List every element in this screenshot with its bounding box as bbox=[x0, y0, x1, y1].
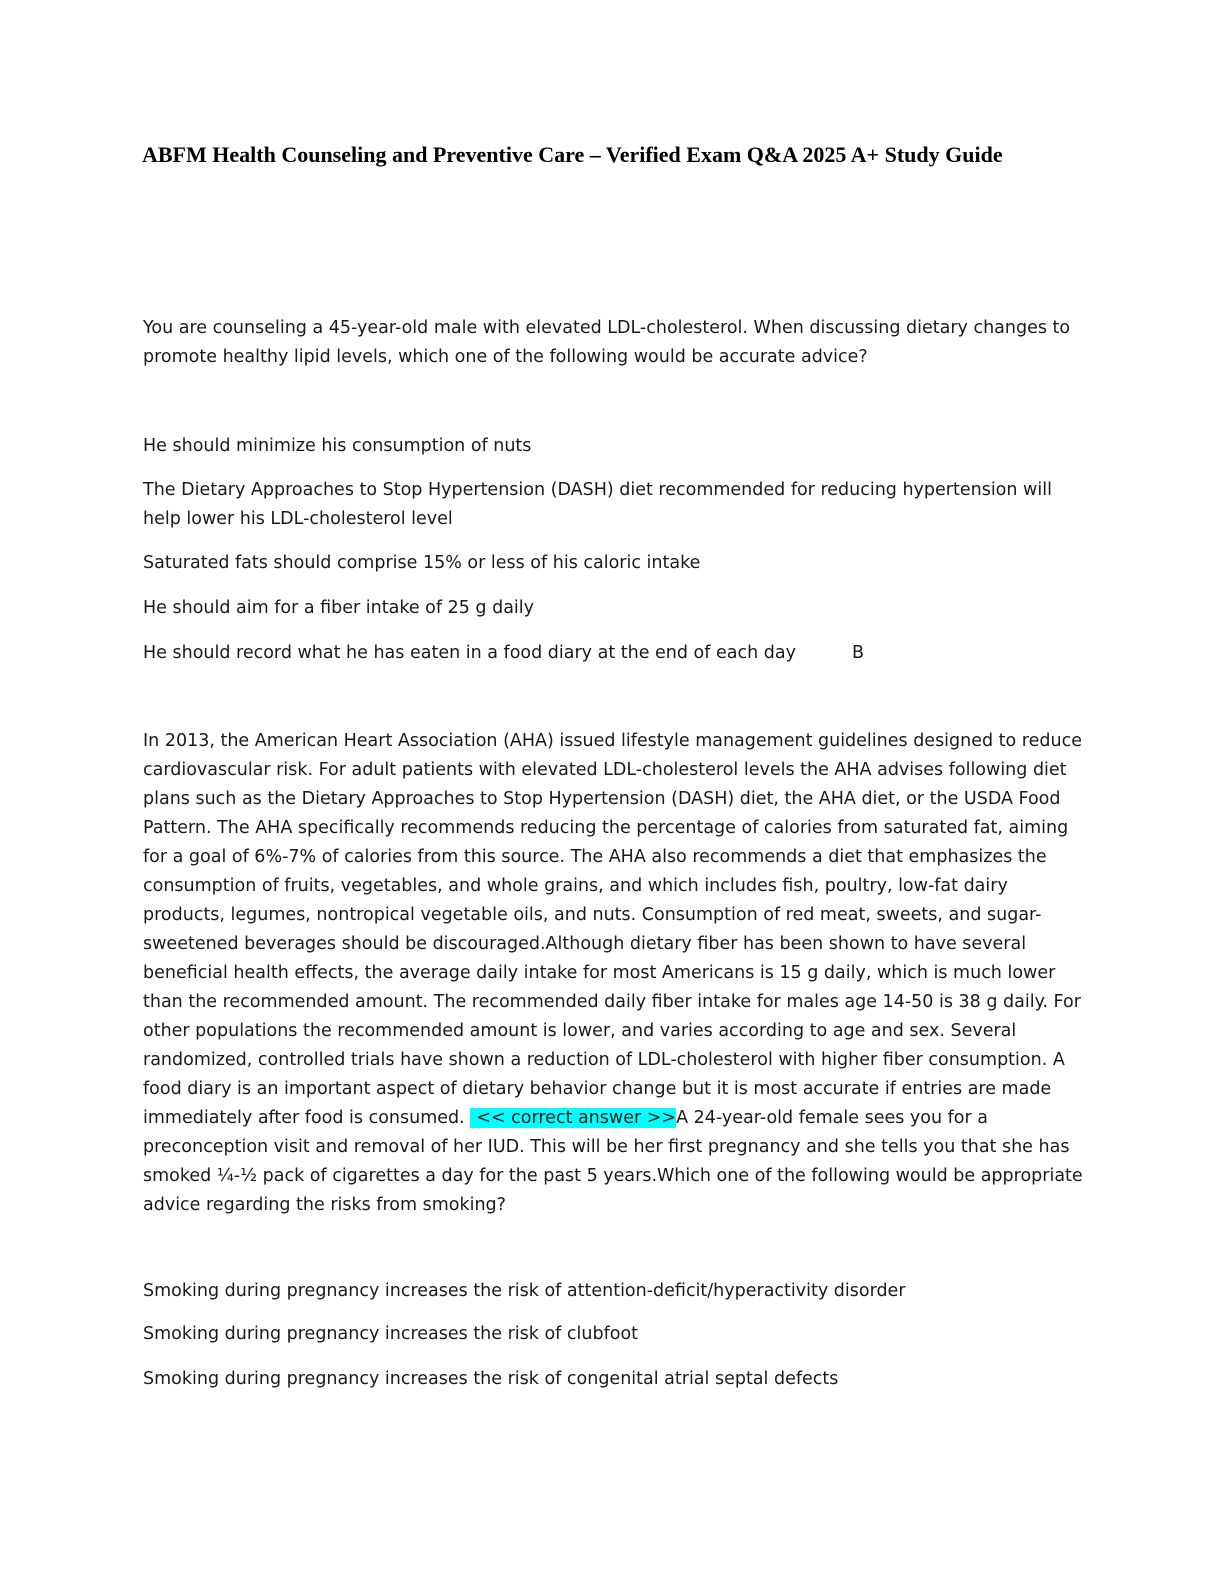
question-2-option-c: Smoking during pregnancy increases the risk of congenital atrial septal defects bbox=[143, 1369, 839, 1389]
question-1-option-c: Saturated fats should comprise 15% or less of his caloric intake bbox=[143, 553, 701, 573]
explanation-paragraph bbox=[143, 727, 1083, 1220]
question-1-option-b: The Dietary Approaches to Stop Hypertension (DASH) diet recommended for reducing hypertension will help lower his LDL-cholesterol level bbox=[143, 480, 1052, 529]
explanation-1: In 2013, the American Heart Association (AHA) issued lifestyle management guidelines designed to reduce cardiovascular risk. For adult patients with elevated LDL-cholesterol levels the AHA advises following diet plans such as the Dietary Approaches to Stop Hypertension (DASH) diet, the AHA diet, or the USDA Food Pattern. The AHA specifically recommends reducing the percentage of calories from saturated fat, aiming for a goal of 6%-7% of calories from this source. The AHA also recommends a diet that emphasizes the consumption of fruits, vegetables, and whole grains, and which includes fish, poultry, low-fat dairy products, legumes, nontropical vegetable oils, and nuts. Consumption of red meat, sweets, and sugar-sweetened beverages should be discouraged.Although dietary fiber has been shown to have several beneficial health effects, the average daily intake for most Americans is 15 g daily, which is much lower than the recommended amount. The recommended daily fiber intake for males age 14-50 is 38 g daily. For other populations the recommended amount is lower, and varies according to age and sex. Several randomized, controlled trials have shown a reduction of LDL-cholesterol with higher fiber consumption. A food diary is an important aspect of dietary behavior change but it is most accurate if entries are made immediately after food is consumed. bbox=[143, 731, 1082, 1128]
question-1-stem: You are counseling a 45-year-old male with elevated LDL-cholesterol. When discussing dietary changes to promote healthy lipid levels, which one of the following would be accurate advice? bbox=[143, 318, 1071, 367]
question-1-option-a: He should minimize his consumption of nuts bbox=[143, 436, 532, 456]
question-2-option-b: Smoking during pregnancy increases the risk of clubfoot bbox=[143, 1324, 639, 1344]
question-1-option-e-line bbox=[143, 639, 1083, 668]
question-1-option-e: He should record what he has eaten in a food diary at the end of each day bbox=[143, 643, 796, 663]
answer-key: B bbox=[851, 643, 864, 663]
question-2-option-a: Smoking during pregnancy increases the risk of attention-deficit/hyperactivity disorder bbox=[143, 1281, 906, 1301]
question-1-option-d: He should aim for a fiber intake of 25 g daily bbox=[143, 598, 535, 618]
question-2-stem: A 24-year-old female sees you for a preconception visit and removal of her IUD. This will be her first pregnancy and she tells you that she has smoked ¼-½ pack of cigarettes a day for the past 5 years.Which one of the following would be appropriate advice regarding the risks from smoking? bbox=[143, 1108, 1083, 1215]
document-title: ABFM Health Counseling and Preventive Care – Verified Exam Q&A 2025 A+ Study Guide bbox=[142, 142, 1003, 167]
correct-answer-marker: << correct answer >> bbox=[470, 1108, 676, 1128]
